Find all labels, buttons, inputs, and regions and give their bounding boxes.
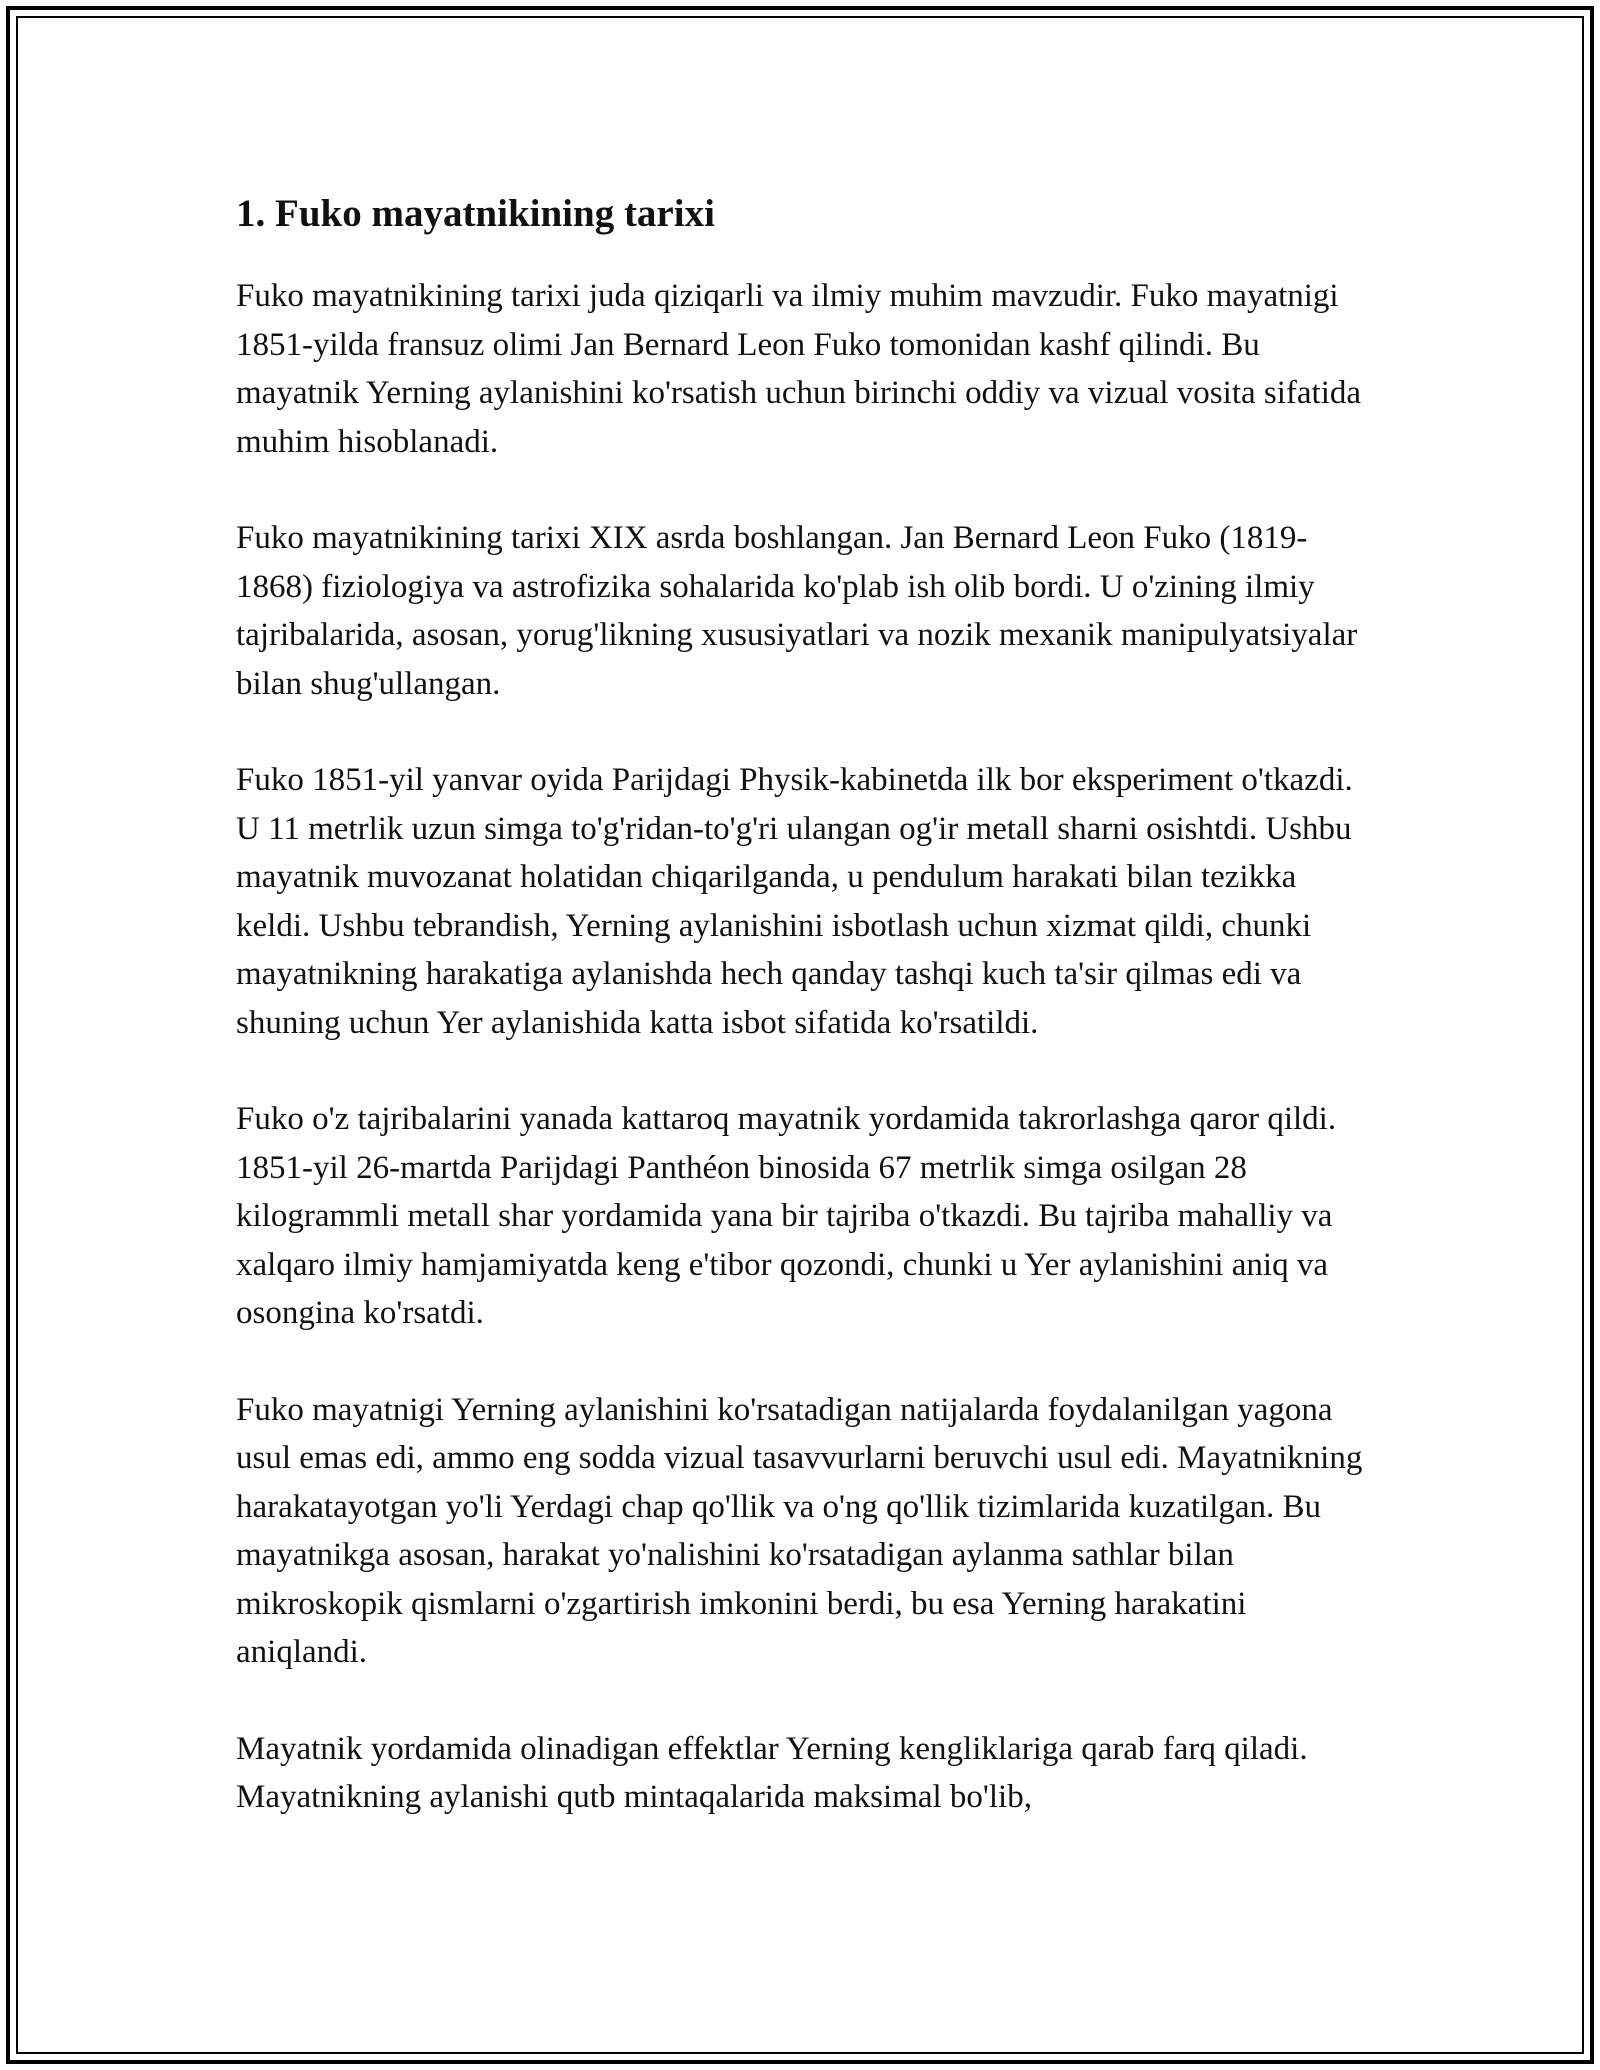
- paragraph-3: Fuko 1851-yil yanvar oyida Parijdagi Physik-kabinetda ilk bor eksperiment o'tkazdi. U 11 metrlik uzun simga to'g'ridan-to'g'ri ulangan og'ir metall sharni osishtdi. Ushbu mayatnik muvozanat holatidan chiqarilganda, u pendulum harakati bilan tezikka keldi. Ushbu tebrandish, Yerning aylanishini isbotlash uchun xizmat qildi, chunki mayatnikning harakatiga aylanishda hech qanday tashqi kuch ta'sir qilmas edi va shuning uchun Yer aylanishida katta isbot sifatida ko'rsatildi.: [236, 762, 1353, 1041]
- paragraph-1: Fuko mayatnikining tarixi juda qiziqarli va ilmiy muhim mavzudir. Fuko mayatnigi 1851-yilda fransuz olimi Jan Bernard Leon Fuko tomonidan kashf qilindi. Bu mayatnik Yerning aylanishini ko'rsatish uchun birinchi oddiy va vizual vosita sifatida muhim hisoblanadi.: [236, 278, 1362, 460]
- document-body: [236, 186, 1376, 1870]
- section-heading: 1. Fuko mayatnikining tarixi: [236, 192, 715, 235]
- paragraph-6: Mayatnik yordamida olinadigan effektlar Yerning kengliklariga qarab farq qiladi. Mayatnikning aylanishi qutb mintaqalarida maksimal bo'lib,: [236, 1730, 1308, 1815]
- paragraph-2: Fuko mayatnikining tarixi XIX asrda boshlangan. Jan Bernard Leon Fuko (1819-1868) fiziologiya va astrofizika sohalarida ko'plab ish olib bordi. U o'zining ilmiy tajribalarida, asosan, yorug'likning xususiyatlari va nozik mexanik manipulyatsiyalar bilan shug'ullangan.: [236, 520, 1358, 702]
- paragraph-5: Fuko mayatnigi Yerning aylanishini ko'rsatadigan natijalarda foydalanilgan yagona usul emas edi, ammo eng sodda vizual tasavvurlarni beruvchi usul edi. Mayatnikning harakatayotgan yo'li Yerdagi chap qo'llik va o'ng qo'llik tizimlarida kuzatilgan. Bu mayatnikga asosan, harakat yo'nalishini ko'rsatadigan aylanma sathlar bilan mikroskopik qismlarni o'zgartirish imkonini berdi, bu esa Yerning harakatini aniqlandi.: [236, 1391, 1363, 1670]
- paragraph-4: Fuko o'z tajribalarini yanada kattaroq mayatnik yordamida takrorlashga qaror qildi. 1851-yil 26-martda Parijdagi Panthéon binosida 67 metrlik simga osilgan 28 kilogrammli metall shar yordamida yana bir tajriba o'tkazdi. Bu tajriba mahalliy va xalqaro ilmiy hamjamiyatda keng e'tibor qozondi, chunki u Yer aylanishini aniq va osongina ko'rsatdi.: [236, 1101, 1337, 1331]
